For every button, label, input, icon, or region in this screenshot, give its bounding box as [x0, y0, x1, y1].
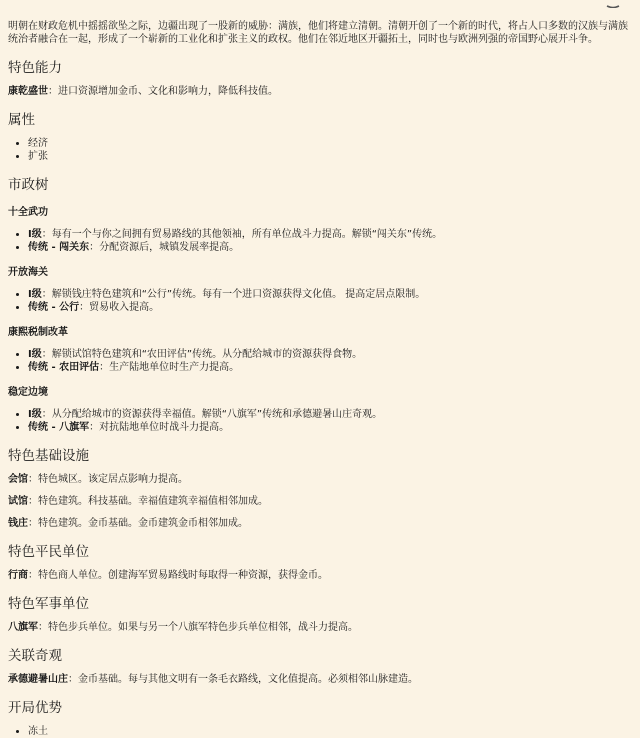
- civic-item: [28, 288, 632, 301]
- civic-title: 康熙税制改革: [8, 327, 68, 338]
- civic-item-label: I级: [28, 409, 42, 420]
- civic-item-text: ：解锁钱庄特色建筑和“公行”传统。每有一个进口资源获得文化值。 提高定居点限制。: [41, 289, 426, 300]
- wonder-item: [8, 673, 632, 686]
- infrastructure-label: 钱庄: [8, 518, 28, 529]
- civic-item-text: ：解锁试馆特色建筑和“农田评估”传统。从分配给城市的资源获得食物。: [41, 349, 363, 360]
- attributes-list: [8, 137, 632, 163]
- civic-item: [28, 408, 632, 421]
- civic-list: [8, 288, 632, 314]
- civic-item-label: 传统 - 闯关东: [28, 242, 90, 253]
- ability-text: ：进口资源增加金币、文化和影响力，降低科技值。: [48, 86, 278, 97]
- infrastructure-item: [8, 473, 632, 486]
- civilian-item: [8, 569, 632, 582]
- civilian-label: 行商: [8, 570, 28, 581]
- civic-item-label: I级: [28, 349, 42, 360]
- infrastructure-text: ：特色建筑。金币基础。金币建筑金币相邻加成。: [28, 518, 248, 529]
- wonder-text: ：金币基础。每与其他文明有一条毛衣路线，文化值提高。必须相邻山脉建造。: [68, 674, 418, 685]
- military-text: ：特色步兵单位。如果与另一个八旗军特色步兵单位相邻，战斗力提高。: [38, 622, 358, 633]
- civic-list: [8, 228, 632, 254]
- civilian-heading: 特色平民单位: [8, 544, 89, 560]
- civics-heading: 市政树: [8, 177, 49, 193]
- civic-item-text: ：对抗陆地单位时战斗力提高。: [89, 422, 230, 433]
- intro-paragraph: 明朝在财政危机中摇摇欲坠之际，边疆出现了一股新的威胁：满族，他们将建立清朝。清朝开创了一个新的时代，将占人口多数的汉族与满族统治者融合在一起，形成了一个崭新的工业化和扩张主义的政权。他们在邻近地区开疆拓土，同时也与欧洲列强的帝国野心展开斗争。: [8, 21, 628, 45]
- military-label: 八旗军: [8, 622, 38, 633]
- civic-item: [28, 228, 632, 241]
- start-heading: 开局优势: [8, 700, 62, 716]
- infrastructure-label: 会馆: [8, 474, 28, 485]
- infrastructure-label: 试馆: [8, 496, 28, 507]
- military-heading: 特色军事单位: [8, 596, 89, 612]
- attributes-heading: 属性: [8, 112, 35, 128]
- civic-item-text: ：分配资源后，城镇发展率提高。: [89, 242, 240, 253]
- infrastructure-text: ：特色建筑。科技基础。幸福值建筑幸福值相邻加成。: [28, 496, 268, 507]
- civic-item-label: 传统 - 农田评估: [28, 362, 100, 373]
- civic-item-text: ：贸易收入提高。: [79, 302, 160, 313]
- civic-item: [28, 241, 632, 254]
- civic-list: [8, 348, 632, 374]
- scroll-indicator-icon: [606, 0, 620, 8]
- wonder-heading: 关联奇观: [8, 648, 62, 664]
- attribute-item: • 经济: [28, 137, 632, 150]
- civic-item-label: 传统 - 公行: [28, 302, 80, 313]
- infrastructure-text: ：特色城区。该定居点影响力提高。: [28, 474, 188, 485]
- wonder-label: 承德避暑山庄: [8, 674, 68, 685]
- civic-title: 稳定边境: [8, 387, 48, 398]
- ability-line: [8, 85, 632, 98]
- start-item: • 冻土: [28, 725, 632, 738]
- civic-item-label: I级: [28, 229, 42, 240]
- civic-item: [28, 301, 632, 314]
- military-item: [8, 621, 632, 634]
- infrastructure-item: [8, 495, 632, 508]
- civic-item: [28, 348, 632, 361]
- attribute-item: • 扩张: [28, 150, 632, 163]
- civic-item: [28, 361, 632, 374]
- infrastructure-item: [8, 517, 632, 530]
- infrastructure-heading: 特色基础设施: [8, 448, 89, 464]
- civic-item-text: ：每有一个与你之间拥有贸易路线的其他领袖，所有单位战斗力提高。解锁“闯关东”传统。: [41, 229, 443, 240]
- ability-name: 康乾盛世: [8, 86, 48, 97]
- ability-heading: 特色能力: [8, 60, 62, 76]
- civic-list: [8, 408, 632, 434]
- civic-title: 开放海关: [8, 267, 48, 278]
- civic-item-label: I级: [28, 289, 42, 300]
- civic-item-label: 传统 - 八旗军: [28, 422, 90, 433]
- civic-item: [28, 421, 632, 434]
- civic-item-text: ：从分配给城市的资源获得幸福值。解锁“八旗军”传统和承德避暑山庄奇观。: [41, 409, 383, 420]
- civic-title: 十全武功: [8, 207, 48, 218]
- civilian-text: ：特色商人单位。创建海军贸易路线时每取得一种资源，获得金币。: [28, 570, 328, 581]
- civic-item-text: ：生产陆地单位时生产力提高。: [99, 362, 240, 373]
